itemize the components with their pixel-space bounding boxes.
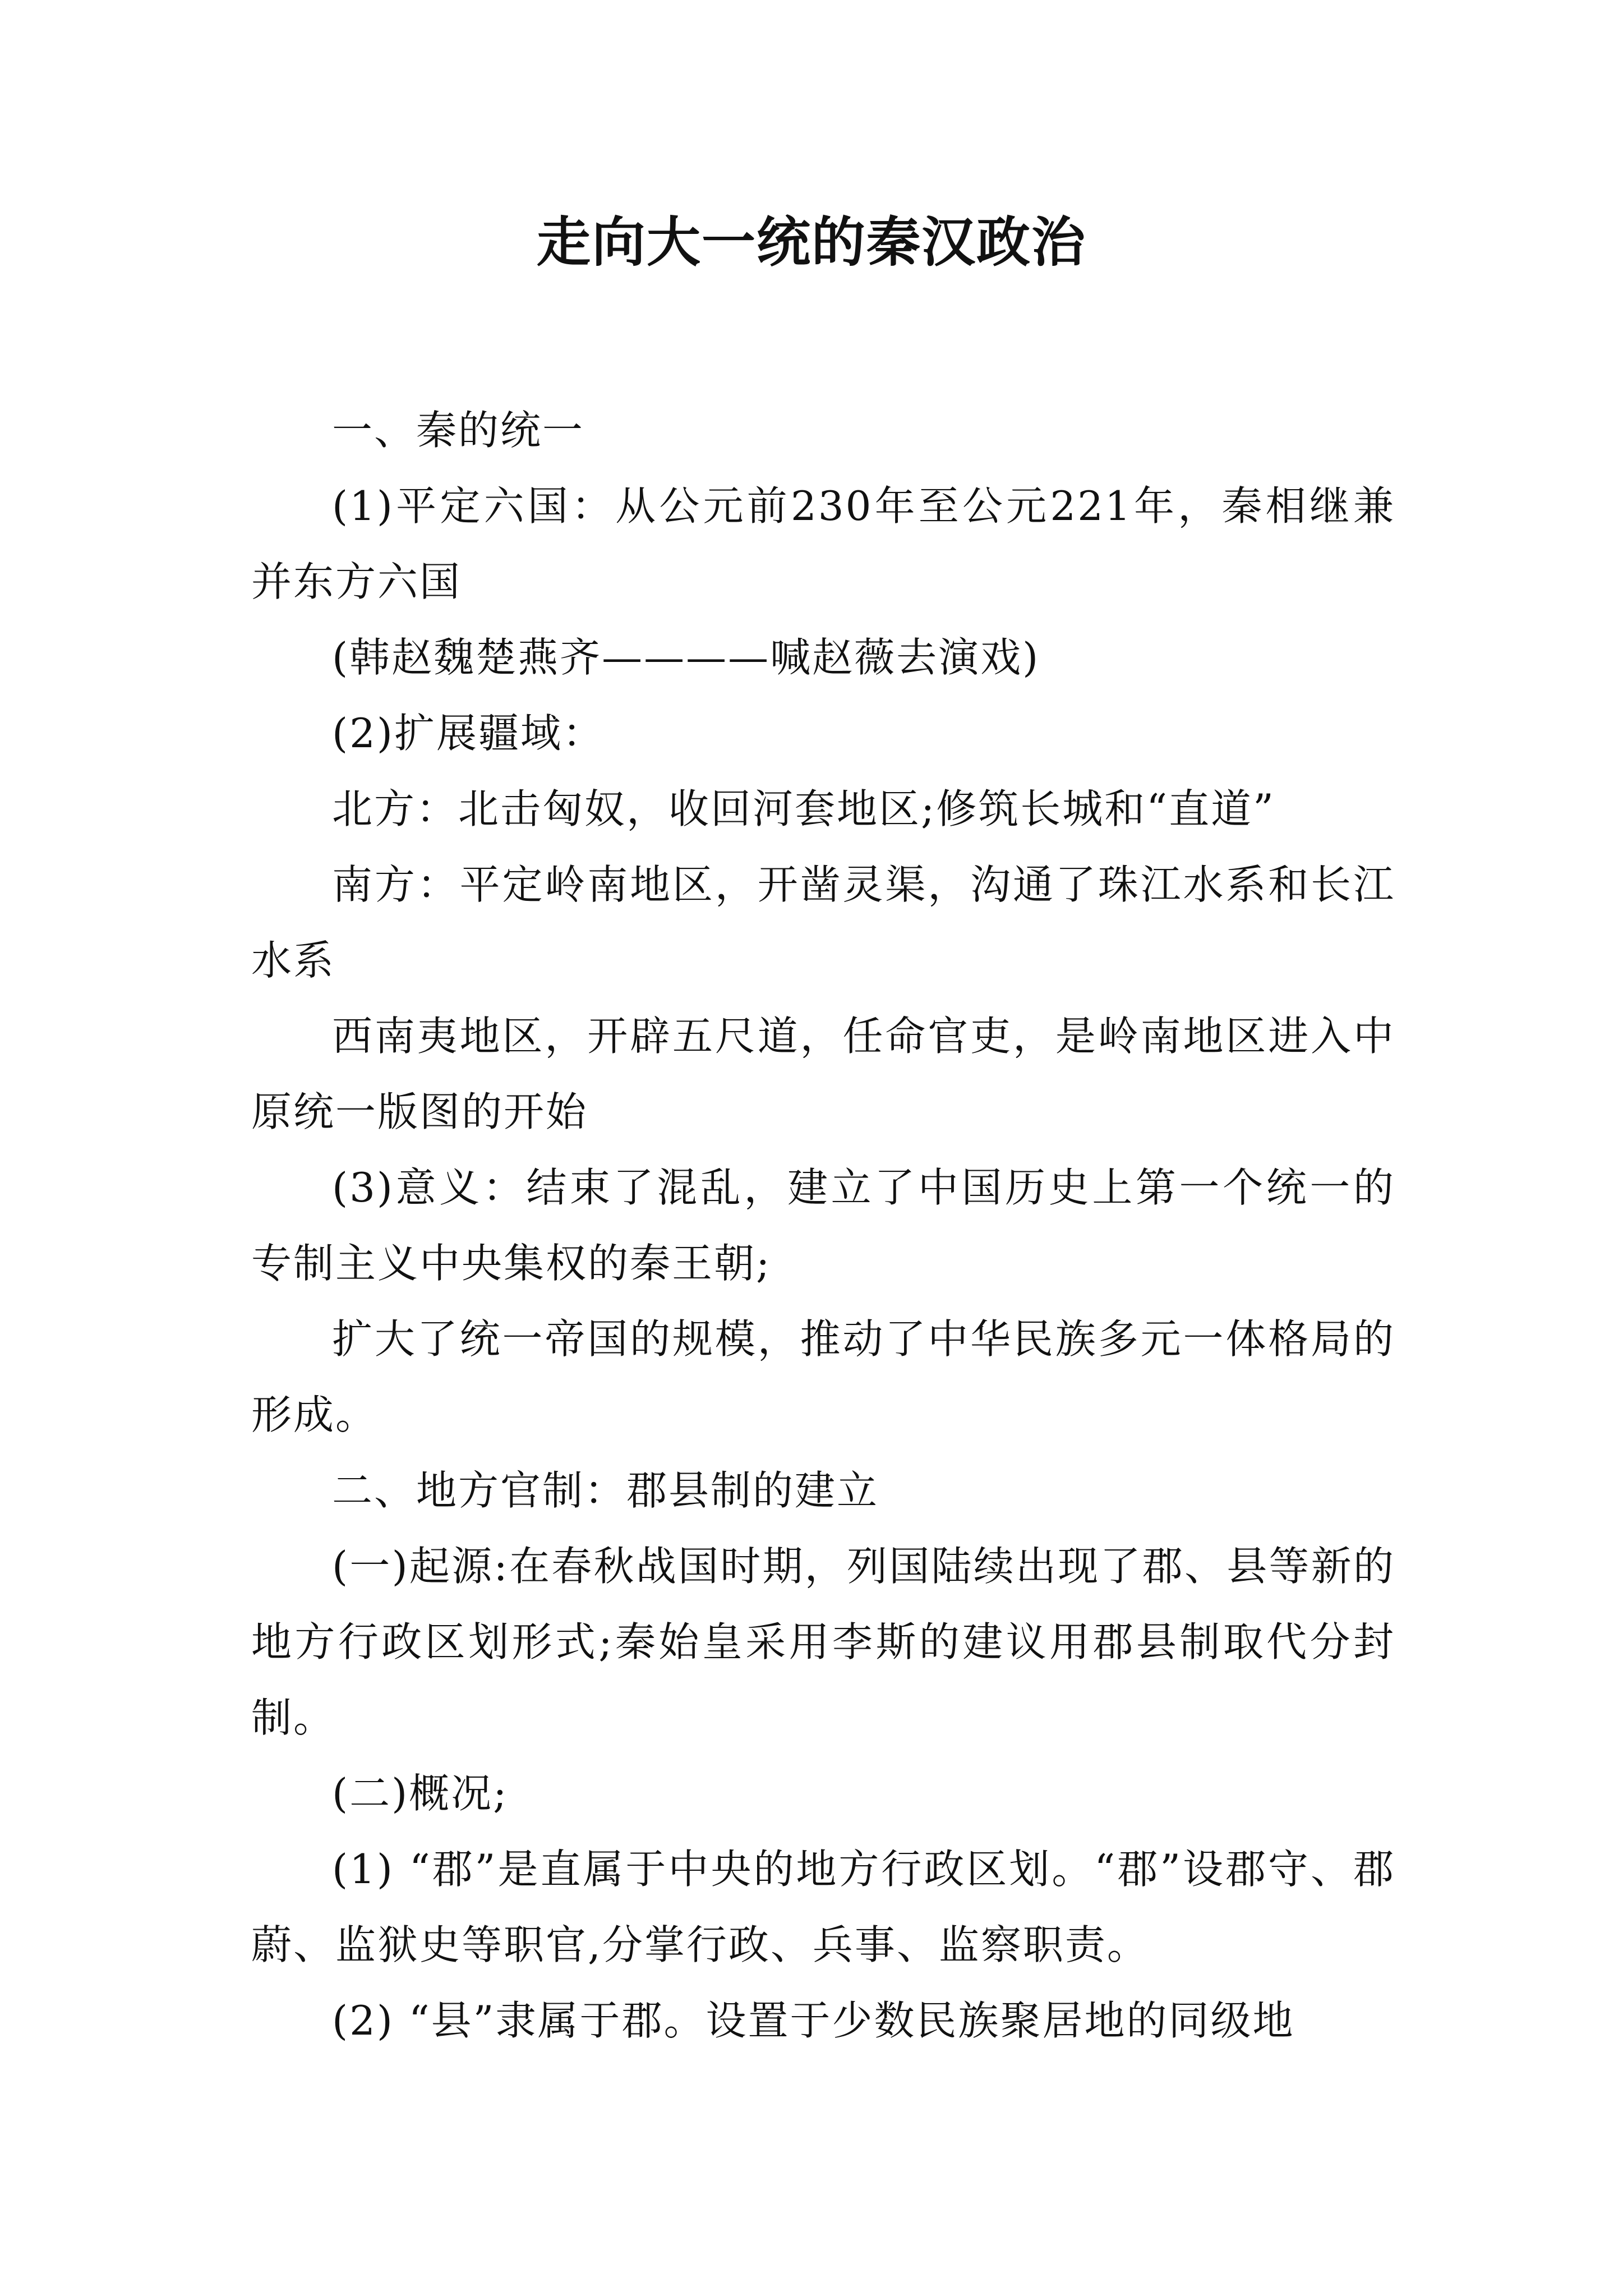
paragraph: (2) “县”隶属于郡。设置于少数民族聚居地的同级地	[332, 1997, 1295, 2044]
paragraph: (韩赵魏楚燕齐————喊赵薇去演戏)	[332, 634, 1040, 681]
document-title: 走向大一统的秦汉政治	[537, 210, 1086, 274]
paragraph: (二)概况;	[332, 1770, 509, 1817]
paragraph-heading-qin-unification: 一、秦的统一	[332, 407, 585, 454]
paragraph: (1)平定六国：从公元前230年至公元221年，秦相继兼并东方六国	[251, 482, 1395, 605]
paragraph: 西南夷地区，开辟五尺道，任命官吏，是岭南地区进入中原统一版图的开始	[251, 1013, 1395, 1135]
paragraph: (一)起源:在春秋战国时期，列国陆续出现了郡、县等新的地方行政区划形式;秦始皇采用李斯的建议用郡县制取代分封制。	[251, 1543, 1395, 1741]
paragraph: (2)扩展疆域：	[332, 710, 605, 757]
paragraph-heading-local-government: 二、地方官制：郡县制的建立	[332, 1467, 879, 1514]
paragraph: (1) “郡”是直属于中央的地方行政区划。“郡”设郡守、郡蔚、监狱史等职官,分掌行政、兵事、监察职责。	[251, 1846, 1395, 1968]
paragraph: 扩大了统一帝国的规模，推动了中华民族多元一体格局的形成。	[251, 1315, 1395, 1438]
paragraph: 北方：北击匈奴，收回河套地区;修筑长城和“直道”	[332, 785, 1275, 832]
paragraph: 南方：平定岭南地区，开凿灵渠，沟通了珠江水系和长江水系	[251, 861, 1395, 984]
document-body	[251, 393, 1395, 2059]
paragraph: (3)意义：结束了混乱，建立了中国历史上第一个统一的专制主义中央集权的秦王朝;	[251, 1164, 1395, 1287]
